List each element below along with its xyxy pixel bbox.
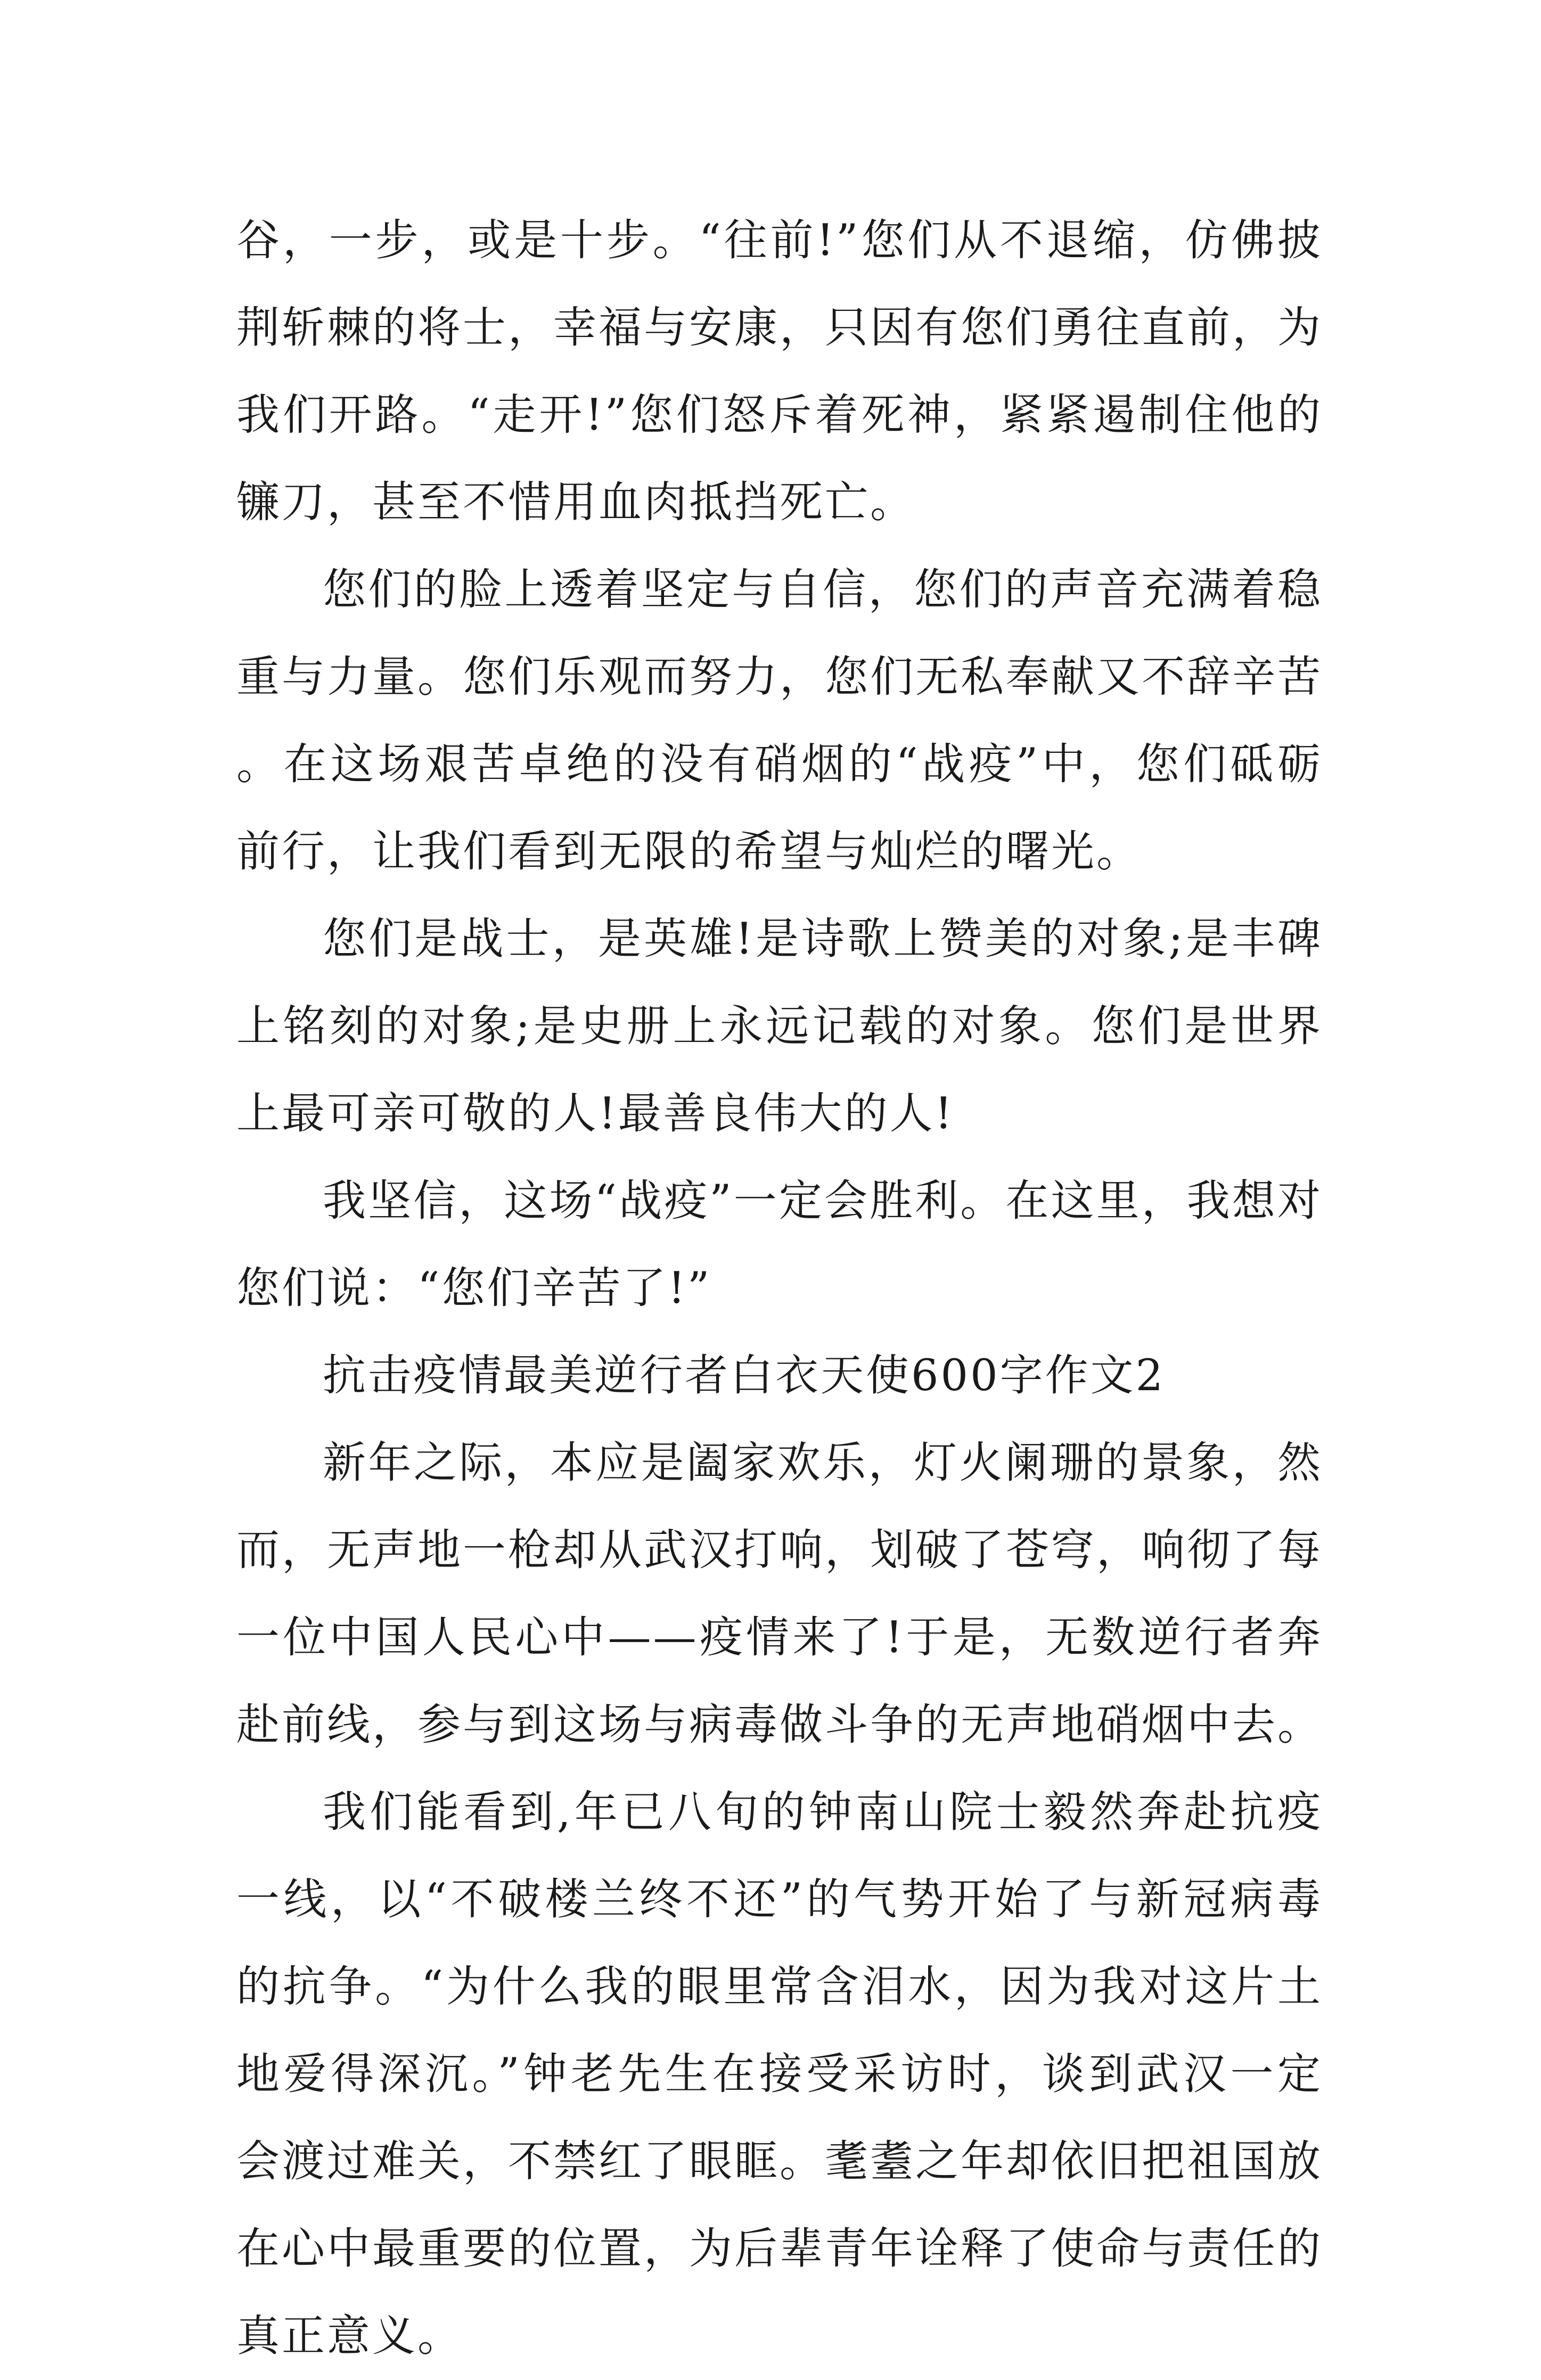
paragraph-3: 您们是战士，是英雄!是诗歌上赞美的对象;是丰碑上铭刻的对象;是史册上永远记载的对象。您们是世界上最可亲可敬的人!最善良伟大的人! xyxy=(236,914,1323,1139)
document-body xyxy=(236,197,1323,2380)
paragraph-5: 新年之际，本应是阖家欢乐，灯火阑珊的景象，然而，无声地一枪却从武汉打响，划破了苍穹，响彻了每一位中国人民心中——疫情来了!于是，无数逆行者奔赴前线，参与到这场与病毒做斗争的无声地硝烟中去。 xyxy=(236,1438,1323,1750)
section-title: 抗击疫情最美逆行者白衣天使600字作文2 xyxy=(323,1351,1166,1401)
paragraph-1: 谷，一步，或是十步。“往前!”您们从不退缩，仿佛披荆斩棘的将士，幸福与安康，只因有您们勇往直前，为我们开路。“走开!”您们怒斥着死神，紧紧遏制住他的镰刀，甚至不惜用血肉抵挡死亡。 xyxy=(236,216,1323,528)
paragraph-6: 我们能看到,年已八旬的钟南山院士毅然奔赴抗疫一线，以“不破楼兰终不还”的气势开始了与新冠病毒的抗争。“为什么我的眼里常含泪水，因为我对这片土地爱得深沉。”钟老先生在接受采访时，谈到武汉一定会渡过难关，不禁红了眼眶。耄耋之年却依旧把祖国放在心中最重要的位置，为后辈青年诠释了使命与责任的真正意义。 xyxy=(236,1787,1323,2361)
paragraph-4: 我坚信，这场“战疫”一定会胜利。在这里，我想对您们说：“您们辛苦了!” xyxy=(236,1176,1323,1314)
paragraph-2: 您们的脸上透着坚定与自信，您们的声音充满着稳重与力量。您们乐观而努力，您们无私奉献又不辞辛苦。在这场艰苦卓绝的没有硝烟的“战疫”中，您们砥砺前行，让我们看到无限的希望与灿烂的曙光。 xyxy=(236,565,1323,877)
